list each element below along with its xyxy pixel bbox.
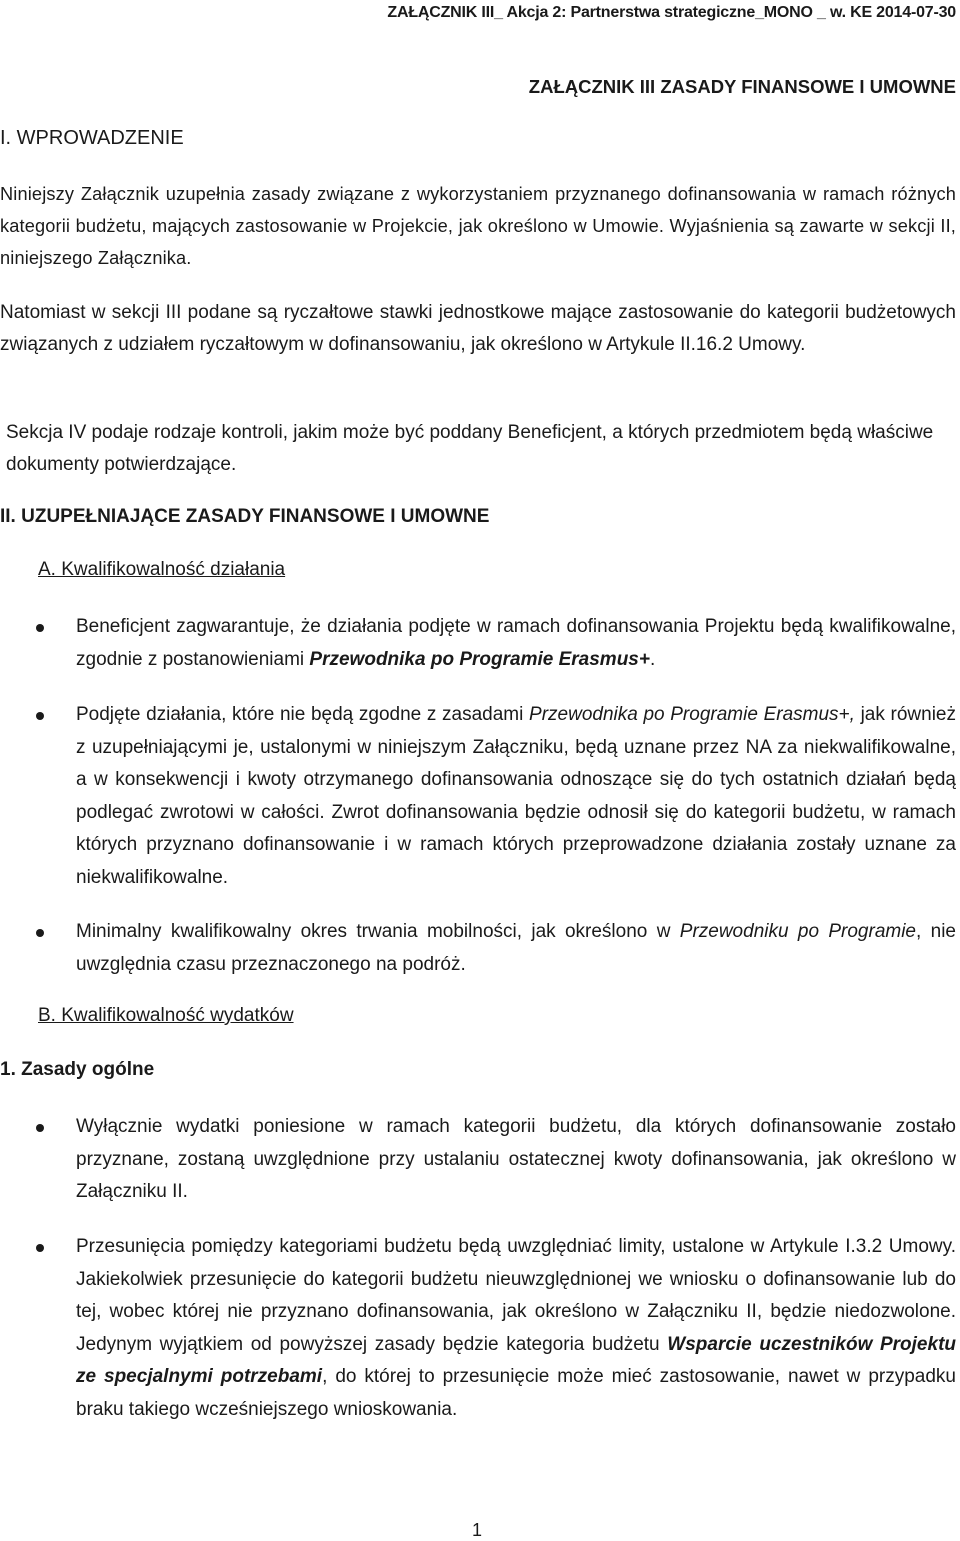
list-item-text: Podjęte działania, które nie będą zgodne z zasadami <box>76 704 530 725</box>
list-item-text: Przesunięcia pomiędzy kategoriami budżetu będą uwzględniać limity, ustalone w Artykule I.3.2 Umowy. Jakiekolwiek przesunięcie do kategorii budżetu nieuwzględnionej we wniosku o dofinansowanie lub do tej, wobec której nie przyznano dofinansowania, jak określono w Załączniku II, będzie niedozwolone. Jedynym wyjątkiem od powyższej zasady będzie kategoria budżetu <box>76 1236 956 1355</box>
bullet-icon <box>36 929 44 937</box>
list-item-eligible-costs: Wyłącznie wydatki poniesione w ramach kategorii budżetu, dla których dofinansowanie zostało przyznane, zostaną uwzględnione przy ustalaniu ostatecznej kwoty dofinansowania, jak określono w Załączniku II. <box>76 1116 956 1202</box>
list-item-budget-transfers <box>76 1231 956 1426</box>
bullet-icon <box>36 624 44 632</box>
section-2-heading: II. UZUPEŁNIAJĄCE ZASADY FINANSOWE I UMOWNE <box>0 506 490 527</box>
general-rules-heading: 1. Zasady ogólne <box>0 1059 155 1080</box>
programme-guide-reference: Przewodniku po Programie <box>679 921 917 942</box>
bullet-icon <box>36 1124 44 1132</box>
list-item-text: Minimalny kwalifikowalny okres trwania mobilności, jak określono w <box>76 921 680 942</box>
budget-category-name: Wsparcie uczestników Projektu ze specjalnymi potrzebami <box>76 1333 957 1387</box>
list-item-text: Beneficjent zagwarantuje, że działania podjęte w ramach dofinansowania Projektu będą kwalifikowalne, zgodnie z postanowieniami <box>76 616 956 670</box>
bullet-icon <box>36 712 44 720</box>
subsection-a-heading: A. Kwalifikowalność działania <box>38 559 286 580</box>
document-header-line: ZAŁĄCZNIK III_ Akcja 2: Partnerstwa strategiczne_MONO _ w. KE 2014-07-30 <box>387 4 956 21</box>
programme-guide-reference: Przewodnika po Programie Erasmus+ <box>309 648 650 670</box>
intro-paragraph-2: Natomiast w sekcji III podane są ryczałtowe stawki jednostkowe mające zastosowanie do kategorii budżetowych związanych z udziałem ryczałtowym w dofinansowaniu, jak określono w Artykule II.16.2 Umowy. <box>0 302 956 355</box>
list-item-minimum-duration <box>76 916 956 981</box>
intro-paragraph-1: Niniejszy Załącznik uzupełnia zasady związane z wykorzystaniem przyznanego dofinansowania w ramach różnych kategorii budżetu, mających zastosowanie w Projekcie, jak określono w Umowie. Wyjaśnienia są zawarte w sekcji II, niniejszego Załącznika. <box>0 184 956 268</box>
intro-heading: I. WPROWADZENIE <box>0 127 184 149</box>
bullet-icon <box>36 1244 44 1252</box>
list-item-eligibility-guarantee <box>76 611 956 676</box>
intro-paragraph-3: Sekcja IV podaje rodzaje kontroli, jakim może być poddany Beneficjent, a których przedmiotem będą właściwe dokumenty potwierdzające. <box>6 422 934 475</box>
list-item-end: . <box>649 648 656 670</box>
list-item-text: jak również z uzupełniającymi je, ustalonymi w niniejszym Załączniku, będą uznane przez NA za niekwalifikowalne, a w konsekwencji i kwoty otrzymanego dofinansowania odnoszące się do tych ostatnich działań będą podlegać zwrotowi w całości. Zwrot dofinansowania będzie odnosił się do kategorii budżetu, w ramach których przyznano dofinansowanie i w ramach których przeprowadzone działania zostały uznane za niekwalifikowalne. <box>76 704 956 888</box>
subsection-b-heading: B. Kwalifikowalność wydatków <box>38 1005 294 1026</box>
list-item-text: , do której to przesunięcie może mieć zastosowanie, nawet w przypadku braku takiego wcześniejszego wnioskowania. <box>76 1366 956 1420</box>
page-number: 1 <box>472 1520 483 1540</box>
annex-title: ZAŁĄCZNIK III ZASADY FINANSOWE I UMOWNE <box>528 76 956 97</box>
programme-guide-reference: Przewodnika po Programie Erasmus+, <box>529 704 855 725</box>
list-item-ineligible-actions <box>76 699 956 894</box>
list-item-text: , nie uwzględnia czasu przeznaczonego na podróż. <box>76 921 956 975</box>
